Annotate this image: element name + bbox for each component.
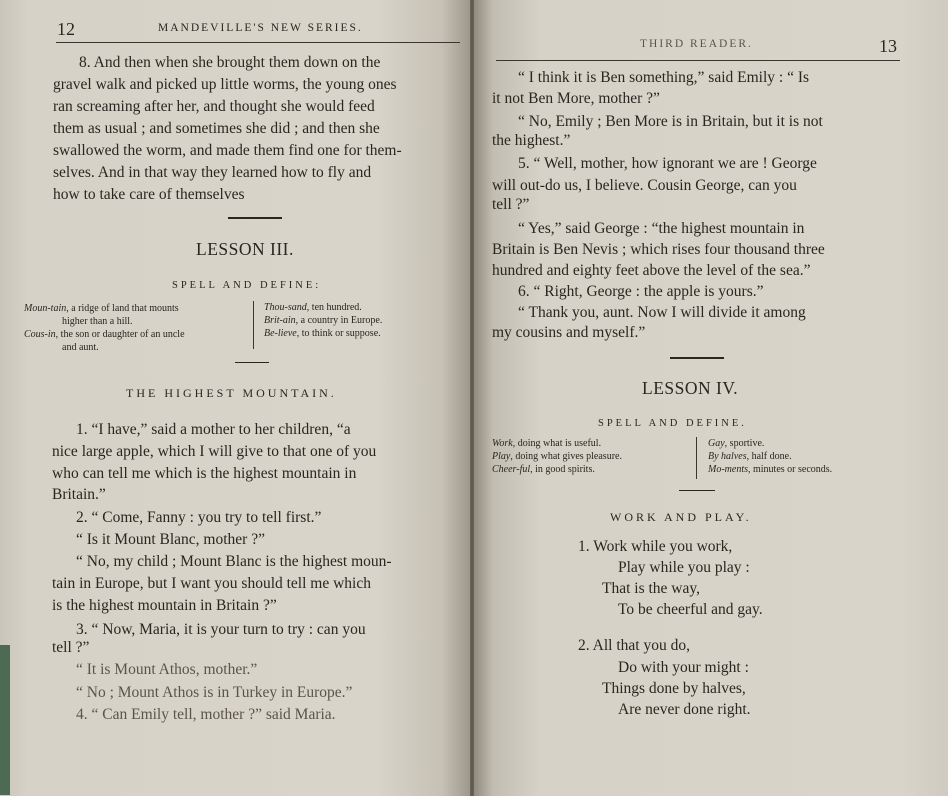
running-head: THIRD READER. <box>640 38 753 50</box>
poem-line: To be cheerful and gay. <box>618 601 763 618</box>
definition-entry <box>264 302 362 315</box>
text-line: who can tell me which is the highest mountain in <box>52 465 357 482</box>
definition-word: Gay <box>708 438 725 449</box>
text-line: Britain is Ben Nevis ; which rises four thousand three <box>492 241 825 258</box>
definition-entry <box>264 328 381 341</box>
text-line: 8. And then when she brought them down on the <box>79 54 381 71</box>
left-page <box>0 0 470 796</box>
definition-text: , to think or suppose. <box>296 328 381 339</box>
text-line: 3. “ Now, Maria, it is your turn to try : can you <box>76 621 366 638</box>
text-line: “ Yes,” said George : “the highest mountain in <box>518 220 805 237</box>
text-line: “ No ; Mount Athos is in Turkey in Europe.” <box>76 684 353 701</box>
definition-word: Work <box>492 438 513 449</box>
definition-text: higher than a hill. <box>62 316 133 327</box>
text-line: tain in Europe, but I want you should tell me which <box>52 575 371 592</box>
text-line: gravel walk and picked up little worms, the young ones <box>53 76 397 93</box>
definition-text: , doing what is useful. <box>512 438 602 449</box>
definition-text: , half done. <box>746 451 792 462</box>
definition-text: and aunt. <box>62 342 99 353</box>
right-page <box>474 0 948 796</box>
text-line: them as usual ; and sometimes she did ; and then she <box>53 120 380 137</box>
definition-word: Play <box>492 451 511 462</box>
spell-define-heading: SPELL AND DEFINE: <box>172 280 322 291</box>
text-line: Britain.” <box>52 486 106 503</box>
definition-word: Moun-tain <box>24 303 67 314</box>
section-divider <box>228 217 282 219</box>
definition-word: Be-lieve <box>264 328 297 339</box>
text-line: “ It is Mount Athos, mother.” <box>76 661 258 678</box>
definition-entry <box>62 316 133 329</box>
poem-line: Are never done right. <box>618 701 751 718</box>
story-title: THE HIGHEST MOUNTAIN. <box>126 386 337 400</box>
definitions-divider <box>253 301 254 349</box>
book-tab <box>0 645 10 795</box>
running-head: MANDEVILLE'S NEW SERIES. <box>158 22 363 34</box>
definition-entry <box>492 464 595 477</box>
definition-text: , in good spirits. <box>530 464 595 475</box>
definition-text: , doing what gives pleasure. <box>510 451 622 462</box>
section-divider <box>679 490 715 491</box>
text-line: 5. “ Well, mother, how ignorant we are ! George <box>518 155 817 172</box>
text-line: 1. “I have,” said a mother to her children, “a <box>76 421 351 438</box>
poem-line: Do with your might : <box>618 659 749 676</box>
section-divider <box>670 357 724 359</box>
definition-text: , minutes or seconds. <box>748 464 833 475</box>
definition-entry <box>62 342 99 355</box>
text-line: is the highest mountain in Britain ?” <box>52 597 277 614</box>
text-line: “ Is it Mount Blanc, mother ?” <box>76 531 265 548</box>
definitions-divider <box>696 437 697 479</box>
text-line: 2. “ Come, Fanny : you try to tell first.” <box>76 509 322 526</box>
poem-line: That is the way, <box>602 580 700 597</box>
lesson-title: LESSON IV. <box>642 378 739 398</box>
text-line: will out-do us, I believe. Cousin George, can you <box>492 177 797 194</box>
header-rule <box>496 60 900 61</box>
text-line: tell ?” <box>52 639 90 656</box>
text-line: “ No, my child ; Mount Blanc is the highest moun- <box>76 553 392 570</box>
text-line: swallowed the worm, and made them find one for them- <box>53 142 402 159</box>
text-line: ran screaming after her, and thought she would feed <box>53 98 375 115</box>
definition-entry <box>708 451 792 464</box>
definition-word: Cheer-ful <box>492 464 531 475</box>
definition-entry <box>492 451 622 464</box>
definition-entry <box>264 315 382 328</box>
lesson-title: LESSON III. <box>196 239 294 259</box>
text-line: tell ?” <box>492 196 530 213</box>
definition-entry <box>492 438 601 451</box>
definition-entry <box>708 438 764 451</box>
text-line: the highest.” <box>492 132 571 149</box>
text-line: “ I think it is Ben something,” said Emily : “ Is <box>518 69 810 86</box>
text-line: “ Thank you, aunt. Now I will divide it among <box>518 304 806 321</box>
header-rule <box>56 42 460 43</box>
definition-word: Thou-sand <box>264 302 307 313</box>
text-line: my cousins and myself.” <box>492 324 646 341</box>
text-line: selves. And in that way they learned how to fly and <box>53 164 372 181</box>
text-line: nice large apple, which I will give to that one of you <box>52 443 377 460</box>
text-line: 6. “ Right, George : the apple is yours.” <box>518 283 764 300</box>
text-line: how to take care of themselves <box>53 186 245 203</box>
poem-line: Play while you play : <box>618 559 750 576</box>
definition-entry <box>708 464 832 477</box>
poem-line: 2. All that you do, <box>578 637 690 654</box>
text-line: it not Ben More, mother ?” <box>492 90 660 107</box>
definition-text: , sportive. <box>724 438 765 449</box>
poem-line: Things done by halves, <box>602 680 746 697</box>
definition-entry <box>24 303 179 316</box>
definition-text: , a ridge of land that mounts <box>66 303 179 314</box>
section-divider <box>235 362 269 363</box>
definition-word: Mo-ments <box>708 464 748 475</box>
definition-text: , the son or daughter of an uncle <box>55 329 185 340</box>
definition-text: , ten hundred. <box>306 302 362 313</box>
text-line: hundred and eighty feet above the level of the sea.” <box>492 262 811 279</box>
page-number: 12 <box>57 19 75 39</box>
poem-title: WORK AND PLAY. <box>610 510 752 524</box>
page-number: 13 <box>879 36 897 56</box>
definition-entry <box>24 329 185 342</box>
definition-word: Cous-in <box>24 329 56 340</box>
definition-word: Brit-ain <box>264 315 296 326</box>
text-line: “ No, Emily ; Ben More is in Britain, but it is not <box>518 113 823 130</box>
definition-word: By halves <box>708 451 747 462</box>
spell-define-heading: SPELL AND DEFINE. <box>598 418 747 429</box>
definition-text: , a country in Europe. <box>295 315 383 326</box>
text-line: 4. “ Can Emily tell, mother ?” said Maria. <box>76 706 336 723</box>
poem-line: 1. Work while you work, <box>578 538 733 555</box>
